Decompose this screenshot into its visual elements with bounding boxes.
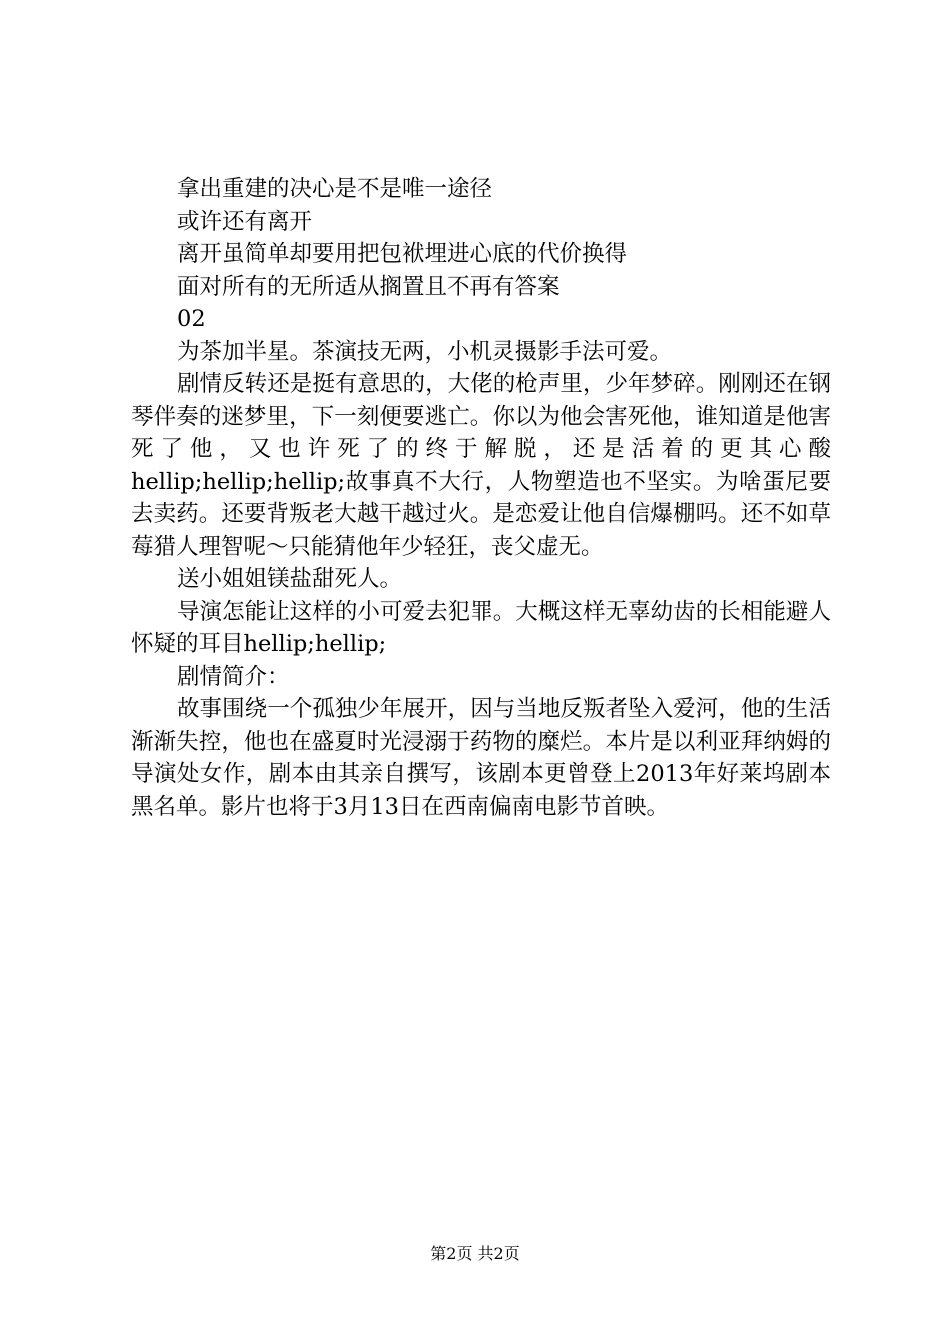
text-line: 02	[177, 306, 206, 332]
paragraph-review: 剧情反转还是挺有意思的，大佬的枪声里，少年梦碎。刚刚还在钢琴伴奏的迷梦里，下一刻便要逃亡。你以为他会害死他，谁知道是他害死了他，又也许死了的终于解脱，还是活着的更其心酸hellip;hellip;hellip;故事真不大行，人物塑造也不坚实。为啥蛋尼要去卖药。还要背叛老大越干越过火。是恋爱让他自信爆棚吗。还不如草莓猎人理智呢～只能猜他年少轻狂，丧父虚无。	[131, 371, 831, 560]
text-line: 为茶加半星。茶演技无两，小机灵摄影手法可爱。	[177, 338, 673, 365]
text-line: 面对所有的无所适从搁置且不再有答案	[177, 273, 560, 300]
paragraph-synopsis: 故事围绕一个孤独少年展开，因与当地反叛者坠入爱河，他的生活渐渐失控，他也在盛夏时光浸溺于药物的糜烂。本片是以利亚拜纳姆的导演处女作，剧本由其亲自撰写，该剧本更曾登上2013年好莱坞剧本黑名单。影片也将于3月13日在西南偏南电影节首映。	[131, 696, 831, 820]
document-body	[131, 173, 831, 823]
section-heading: 剧情简介：	[177, 663, 290, 690]
page-footer: 第2页 共2页	[430, 1244, 520, 1263]
text-line: 拿出重建的决心是不是唯一途径	[177, 176, 493, 202]
text-line: 或许还有离开	[177, 208, 313, 235]
paragraph-note: 送小姐姐镁盐甜死人。	[177, 566, 403, 592]
text-line: 离开虽简单却要用把包袱埋进心底的代价换得	[177, 241, 628, 267]
paragraph-director: 导演怎能让这样的小可爱去犯罪。大概这样无辜幼齿的长相能避人怀疑的耳目hellip;hellip;	[131, 598, 831, 657]
